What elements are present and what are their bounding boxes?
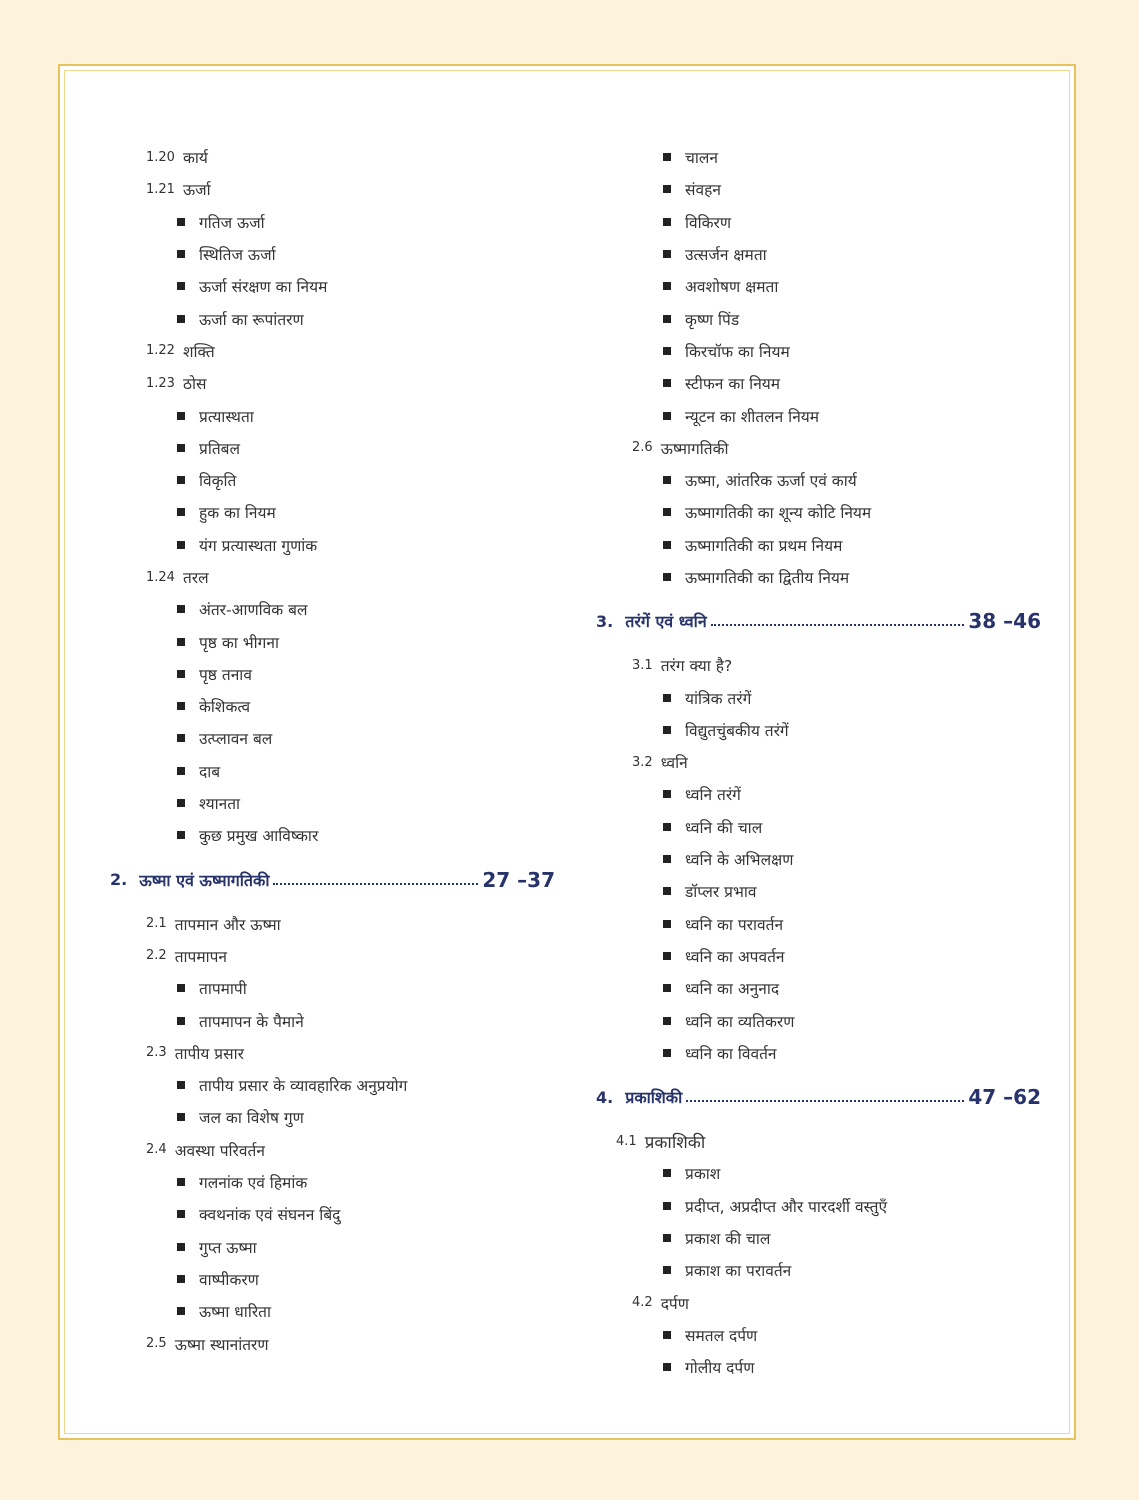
section-number: 2.2: [146, 948, 167, 964]
section-number: 2.4: [146, 1142, 167, 1158]
bullet-entry: [110, 432, 555, 464]
square-bullet-icon: [177, 638, 185, 646]
section-number: 2.3: [146, 1045, 167, 1061]
bullet-entry: [110, 1198, 555, 1230]
bullet-entry: [596, 875, 1041, 907]
square-bullet-icon: [177, 831, 185, 839]
square-bullet-icon: [663, 694, 671, 702]
bullet-entry: [110, 1166, 555, 1198]
square-bullet-icon: [663, 823, 671, 831]
toc-left-column: [110, 141, 555, 1360]
section-title: प्रकाशिकी: [644, 1132, 706, 1153]
bullet-text: ध्वनि का अपवर्तन: [685, 947, 785, 966]
chapter-title: ऊष्मा एवं ऊष्मागतिकी: [139, 870, 270, 890]
square-bullet-icon: [177, 767, 185, 775]
section-title: कार्य: [182, 149, 208, 168]
square-bullet-icon: [177, 412, 185, 420]
square-bullet-icon: [177, 1081, 185, 1089]
square-bullet-icon: [663, 726, 671, 734]
square-bullet-icon: [177, 702, 185, 710]
chapter-number: 2.: [110, 870, 128, 890]
bullet-text: यंग प्रत्यास्थता गुणांक: [199, 536, 318, 555]
section-entry: [110, 1037, 555, 1069]
bullet-text: तापमापी: [199, 980, 247, 999]
bullet-text: श्यानता: [199, 795, 241, 814]
bullet-text: प्रत्यास्थता: [199, 407, 254, 426]
bullet-text: प्रकाश का परावर्तन: [685, 1262, 792, 1281]
bullet-entry: [110, 302, 555, 334]
section-entry: [110, 367, 555, 399]
square-bullet-icon: [177, 1178, 185, 1186]
section-title: तापमान और ऊष्मा: [174, 915, 281, 934]
bullet-text: केशिकत्व: [199, 698, 251, 717]
bullet-text: प्रतिबल: [199, 439, 241, 458]
section-number: 1.24: [146, 569, 175, 585]
bullet-entry: [110, 529, 555, 561]
chapter-heading: [596, 1069, 1041, 1125]
bullet-text: पृष्ठ का भीगना: [199, 633, 279, 652]
bullet-text: गलनांक एवं हिमांक: [199, 1174, 308, 1193]
section-number: 1.23: [146, 375, 175, 391]
bullet-text: ध्वनि का परावर्तन: [685, 915, 784, 934]
section-title: तापीय प्रसार: [174, 1044, 244, 1063]
square-bullet-icon: [177, 444, 185, 452]
section-number: 1.22: [146, 343, 175, 359]
square-bullet-icon: [177, 670, 185, 678]
bullet-text: स्टीफन का नियम: [685, 375, 781, 394]
section-number: 2.6: [632, 440, 653, 456]
square-bullet-icon: [177, 1307, 185, 1315]
square-bullet-icon: [663, 1363, 671, 1371]
bullet-text: विद्युतचुंबकीय तरंगें: [685, 721, 789, 740]
bullet-entry: [596, 940, 1041, 972]
bullet-entry: [110, 206, 555, 238]
square-bullet-icon: [663, 952, 671, 960]
bullet-text: ऊष्मागतिकी का शून्य कोटि नियम: [685, 504, 872, 523]
bullet-entry: [596, 335, 1041, 367]
bullet-entry: [110, 1263, 555, 1295]
dot-leader: [711, 624, 965, 626]
bullet-entry: [596, 681, 1041, 713]
bullet-entry: [110, 690, 555, 722]
bullet-text: न्यूटन का शीतलन नियम: [685, 407, 820, 426]
bullet-text: गोलीय दर्पण: [685, 1359, 755, 1378]
chapter-pages: 38 –46: [968, 609, 1041, 634]
bullet-text: विकिरण: [685, 213, 732, 232]
bullet-entry: [596, 1004, 1041, 1036]
section-title: दर्पण: [660, 1294, 689, 1313]
chapter-title: प्रकाशिकी: [625, 1088, 683, 1108]
bullet-entry: [596, 302, 1041, 334]
bullet-entry: [596, 843, 1041, 875]
section-entry: [596, 649, 1041, 681]
bullet-entry: [596, 811, 1041, 843]
bullet-text: कृष्ण पिंड: [685, 310, 740, 329]
bullet-text: उत्सर्जन क्षमता: [685, 246, 767, 265]
square-bullet-icon: [663, 218, 671, 226]
bullet-entry: [596, 206, 1041, 238]
chapter-heading: [596, 593, 1041, 649]
square-bullet-icon: [663, 185, 671, 193]
bullet-entry: [596, 173, 1041, 205]
bullet-text: ऊष्मा धारिता: [199, 1303, 272, 1322]
bullet-entry: [596, 1319, 1041, 1351]
bullet-entry: [110, 270, 555, 302]
bullet-text: गतिज ऊर्जा: [199, 213, 265, 232]
square-bullet-icon: [663, 347, 671, 355]
square-bullet-icon: [663, 1234, 671, 1242]
bullet-entry: [596, 1157, 1041, 1189]
bullet-text: प्रकाश: [685, 1165, 721, 1184]
section-entry: [110, 940, 555, 972]
chapter-number: 4.: [596, 1087, 614, 1107]
bullet-entry: [596, 1190, 1041, 1222]
bullet-text: डॉप्लर प्रभाव: [685, 883, 757, 902]
section-title: ऊर्जा: [182, 181, 211, 200]
bullet-text: तापमापन के पैमाने: [199, 1012, 304, 1031]
square-bullet-icon: [177, 315, 185, 323]
bullet-entry: [596, 1037, 1041, 1069]
section-entry: [110, 335, 555, 367]
bullet-text: यांत्रिक तरंगें: [685, 689, 752, 708]
bullet-entry: [596, 496, 1041, 528]
square-bullet-icon: [663, 855, 671, 863]
section-number: 2.5: [146, 1336, 167, 1352]
bullet-text: ध्वनि तरंगें: [685, 786, 741, 805]
square-bullet-icon: [663, 573, 671, 581]
section-title: ऊष्मा स्थानांतरण: [174, 1335, 269, 1354]
bullet-entry: [110, 238, 555, 270]
bullet-text: चालन: [685, 149, 718, 168]
section-number: 1.21: [146, 181, 175, 197]
chapter-title: तरंगें एवं ध्वनि: [625, 612, 707, 632]
section-entry: [110, 141, 555, 173]
square-bullet-icon: [177, 799, 185, 807]
square-bullet-icon: [663, 379, 671, 387]
bullet-entry: [596, 399, 1041, 431]
bullet-text: क्वथनांक एवं संघनन बिंदु: [199, 1206, 341, 1225]
section-number: 3.1: [632, 657, 653, 673]
bullet-entry: [110, 593, 555, 625]
bullet-entry: [596, 561, 1041, 593]
square-bullet-icon: [177, 984, 185, 992]
bullet-entry: [110, 1101, 555, 1133]
bullet-entry: [596, 778, 1041, 810]
bullet-text: ऊर्जा का रूपांतरण: [199, 310, 304, 329]
square-bullet-icon: [663, 250, 671, 258]
section-number: 1.20: [146, 149, 175, 165]
square-bullet-icon: [177, 1113, 185, 1121]
section-entry: [110, 908, 555, 940]
bullet-entry: [110, 1069, 555, 1101]
section-title: ऊष्मागतिकी: [660, 439, 729, 458]
chapter-heading: [110, 852, 555, 908]
bullet-entry: [596, 367, 1041, 399]
bullet-text: उत्प्लावन बल: [199, 730, 273, 749]
bullet-entry: [596, 908, 1041, 940]
bullet-entry: [110, 399, 555, 431]
square-bullet-icon: [177, 1017, 185, 1025]
section-title: तरल: [182, 569, 209, 587]
bullet-entry: [110, 1231, 555, 1263]
square-bullet-icon: [663, 984, 671, 992]
square-bullet-icon: [177, 1275, 185, 1283]
bullet-entry: [596, 1254, 1041, 1286]
bullet-entry: [110, 819, 555, 851]
section-title: ध्वनि: [660, 754, 688, 773]
dot-leader: [686, 1100, 964, 1102]
square-bullet-icon: [663, 887, 671, 895]
square-bullet-icon: [663, 476, 671, 484]
section-title: ठोस: [182, 375, 207, 394]
square-bullet-icon: [663, 282, 671, 290]
square-bullet-icon: [663, 1169, 671, 1177]
section-number: 4.2: [632, 1295, 653, 1311]
square-bullet-icon: [663, 412, 671, 420]
bullet-text: प्रदीप्त, अप्रदीप्त और पारदर्शी वस्तुएँ: [685, 1197, 888, 1216]
bullet-text: ध्वनि का अनुनाद: [685, 980, 780, 999]
bullet-entry: [110, 755, 555, 787]
bullet-entry: [596, 238, 1041, 270]
bullet-text: ऊष्मा, आंतरिक ऊर्जा एवं कार्य: [685, 472, 857, 491]
section-entry: [110, 561, 555, 593]
square-bullet-icon: [177, 282, 185, 290]
square-bullet-icon: [663, 1331, 671, 1339]
bullet-text: गुप्त ऊष्मा: [199, 1238, 257, 1257]
section-title: तापमापन: [174, 947, 228, 966]
bullet-text: ऊष्मागतिकी का प्रथम नियम: [685, 536, 843, 555]
chapter-pages: 27 –37: [482, 867, 555, 892]
square-bullet-icon: [663, 541, 671, 549]
bullet-text: हुक का नियम: [199, 504, 276, 523]
bullet-text: ध्वनि की चाल: [685, 818, 763, 837]
square-bullet-icon: [663, 508, 671, 516]
square-bullet-icon: [663, 1266, 671, 1274]
bullet-text: ध्वनि का व्यतिकरण: [685, 1012, 795, 1031]
bullet-text: अंतर-आणविक बल: [199, 601, 308, 620]
section-entry: [596, 1125, 1041, 1157]
square-bullet-icon: [177, 1243, 185, 1251]
section-entry: [596, 746, 1041, 778]
section-title: तरंग क्या है?: [660, 657, 733, 676]
bullet-text: ऊष्मागतिकी का द्वितीय नियम: [685, 569, 850, 587]
bullet-text: दाब: [199, 762, 221, 781]
square-bullet-icon: [663, 920, 671, 928]
bullet-entry: [110, 1004, 555, 1036]
bullet-text: कुछ प्रमुख आविष्कार: [199, 827, 319, 846]
bullet-entry: [596, 1222, 1041, 1254]
bullet-text: ध्वनि के अभिलक्षण: [685, 851, 794, 870]
square-bullet-icon: [663, 153, 671, 161]
bullet-text: संवहन: [685, 181, 721, 200]
square-bullet-icon: [663, 315, 671, 323]
square-bullet-icon: [177, 508, 185, 516]
square-bullet-icon: [663, 1049, 671, 1057]
bullet-entry: [110, 464, 555, 496]
section-title: शक्ति: [182, 342, 215, 361]
bullet-text: जल का विशेष गुण: [199, 1109, 304, 1128]
square-bullet-icon: [177, 1210, 185, 1218]
bullet-text: वाष्पीकरण: [199, 1270, 259, 1289]
bullet-entry: [110, 625, 555, 657]
toc-right-column: [596, 141, 1041, 1383]
square-bullet-icon: [177, 541, 185, 549]
section-entry: [110, 1134, 555, 1166]
bullet-entry: [110, 972, 555, 1004]
bullet-text: अवशोषण क्षमता: [685, 278, 779, 297]
square-bullet-icon: [663, 1202, 671, 1210]
section-entry: [110, 1327, 555, 1359]
section-entry: [596, 432, 1041, 464]
square-bullet-icon: [177, 605, 185, 613]
bullet-text: विकृति: [199, 472, 237, 491]
bullet-entry: [596, 972, 1041, 1004]
dot-leader: [273, 883, 478, 885]
bullet-entry: [110, 658, 555, 690]
bullet-entry: [110, 722, 555, 754]
bullet-text: ऊर्जा संरक्षण का नियम: [199, 278, 328, 297]
bullet-entry: [596, 1351, 1041, 1383]
bullet-text: स्थितिज ऊर्जा: [199, 246, 276, 265]
square-bullet-icon: [177, 218, 185, 226]
square-bullet-icon: [177, 476, 185, 484]
bullet-entry: [110, 787, 555, 819]
bullet-text: प्रकाश की चाल: [685, 1230, 771, 1249]
bullet-entry: [110, 1295, 555, 1327]
bullet-entry: [596, 714, 1041, 746]
bullet-text: पृष्ठ तनाव: [199, 665, 252, 684]
bullet-entry: [110, 496, 555, 528]
chapter-number: 3.: [596, 611, 614, 631]
section-entry: [110, 173, 555, 205]
bullet-entry: [596, 141, 1041, 173]
square-bullet-icon: [663, 1017, 671, 1025]
square-bullet-icon: [663, 790, 671, 798]
section-number: 4.1: [616, 1133, 637, 1149]
bullet-text: ध्वनि का विवर्तन: [685, 1044, 777, 1063]
section-entry: [596, 1287, 1041, 1319]
square-bullet-icon: [177, 734, 185, 742]
bullet-entry: [596, 464, 1041, 496]
section-number: 3.2: [632, 754, 653, 770]
bullet-entry: [596, 270, 1041, 302]
section-title: अवस्था परिवर्तन: [174, 1141, 265, 1160]
bullet-text: तापीय प्रसार के व्यावहारिक अनुप्रयोग: [199, 1077, 408, 1096]
chapter-pages: 47 –62: [968, 1085, 1041, 1110]
bullet-text: समतल दर्पण: [685, 1326, 758, 1345]
bullet-entry: [596, 529, 1041, 561]
section-number: 2.1: [146, 916, 167, 932]
bullet-text: किरचॉफ का नियम: [685, 342, 790, 361]
square-bullet-icon: [177, 250, 185, 258]
